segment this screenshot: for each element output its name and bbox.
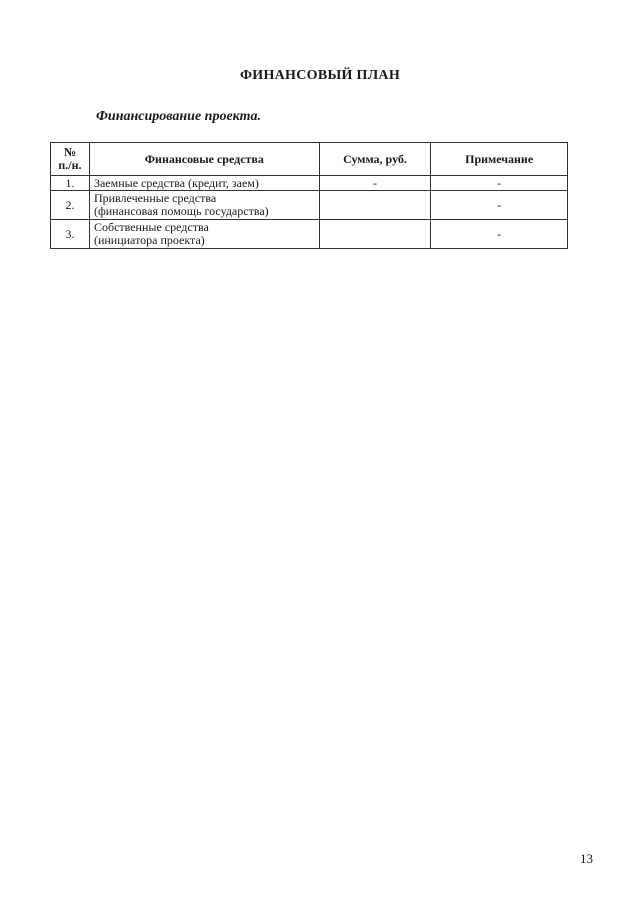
header-note: Примечание — [431, 143, 568, 176]
row-name-line: Собственные средства — [93, 220, 209, 234]
table-row — [51, 191, 568, 220]
row-name-line: Привлеченные средства — [93, 191, 217, 205]
page-title: ФИНАНСОВЫЙ ПЛАН — [239, 68, 401, 83]
header-number-label: п./н. — [58, 158, 82, 172]
row-financial-means — [89, 220, 319, 249]
row-amount — [319, 191, 431, 220]
row-amount: - — [319, 176, 431, 191]
header-number-symbol: № — [63, 145, 76, 159]
row-amount — [319, 220, 431, 249]
row-name-line: Заемные средства (кредит, заем) — [93, 175, 259, 190]
row-note: - — [431, 176, 568, 191]
row-number: 2. — [51, 191, 90, 220]
row-note: - — [431, 191, 568, 220]
table-row — [51, 220, 568, 249]
row-financial-means — [89, 176, 319, 191]
page-number: 13 — [580, 851, 593, 866]
row-financial-means — [89, 191, 319, 220]
section-title: Финансирование проекта. — [96, 109, 261, 124]
row-name-subline: (финансовая помощь государства) — [93, 204, 269, 218]
header-number — [51, 143, 90, 176]
row-note: - — [431, 220, 568, 249]
row-number: 3. — [51, 220, 90, 249]
row-name-subline: (инициатора проекта) — [93, 233, 205, 247]
header-amount: Сумма, руб. — [319, 143, 431, 176]
table-row — [51, 176, 568, 191]
table-header-row — [51, 143, 568, 176]
row-number: 1. — [51, 176, 90, 191]
header-financial-means: Финансовые средства — [89, 143, 319, 176]
financing-table — [50, 142, 568, 249]
